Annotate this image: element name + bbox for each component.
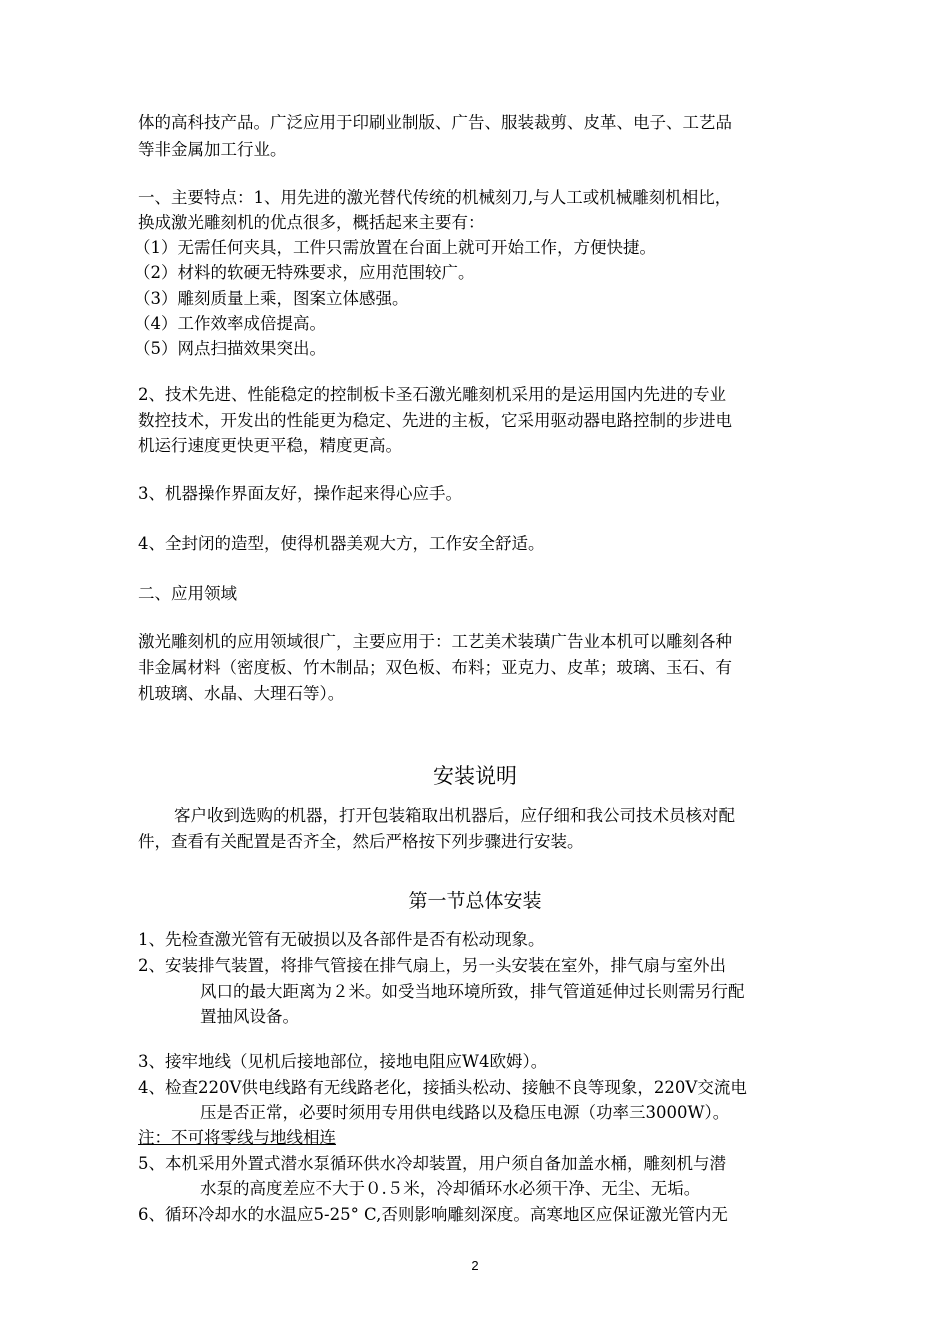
step-1: 1、先检查激光管有无破损以及各部件是否有松动现象。	[138, 930, 545, 949]
point4: 4、全封闭的造型，使得机器美观大方，工作安全舒适。	[138, 534, 545, 553]
applications-line-3: 机玻璃、水晶、大理石等）。	[138, 684, 345, 703]
step-4-line-1: 4、检查220V供电线路有无线路老化，接插头松动、接触不良等现象，220V交流电	[138, 1078, 747, 1097]
feature-item-3: （3）雕刻质量上乘，图案立体感强。	[134, 289, 409, 308]
features-heading-line-1: 一、主要特点：1、用先进的激光替代传统的机械刻刀,与人工或机械雕刻机相比，	[138, 188, 732, 207]
page-number: 2	[471, 1258, 479, 1273]
step-5-line-1: 5、本机采用外置式潜水泵循环供水冷却装置，用户须自备加盖水桶，雕刻机与潜	[138, 1154, 726, 1173]
point2-line-3: 机运行速度更快更平稳，精度更高。	[138, 436, 402, 455]
feature-item-1: （1）无需任何夹具，工件只需放置在台面上就可开始工作，方便快捷。	[134, 238, 656, 257]
step-4-line-2: 压是否正常，必要时须用专用供电线路以及稳压电源（功率三3000W）。	[200, 1103, 730, 1122]
point2-line-2: 数控技术，开发出的性能更为稳定、先进的主板，它采用驱动器电路控制的步进电	[138, 411, 732, 430]
intro-line-2: 等非金属加工行业。	[138, 140, 287, 159]
step-2-line-1: 2、安装排气装置，将排气管接在排气扇上，另一头安装在室外，排气扇与室外出	[138, 956, 726, 975]
applications-heading: 二、应用领域	[138, 584, 237, 603]
point3: 3、机器操作界面友好，操作起来得心应手。	[138, 484, 462, 503]
installation-title: 安装说明	[433, 764, 517, 788]
applications-line-1: 激光雕刻机的应用领域很广，主要应用于：工艺美术装璜广告业本机可以雕刻各种	[138, 632, 732, 651]
feature-item-4: （4）工作效率成倍提高。	[134, 314, 326, 333]
installation-intro-line-1: 客户收到选购的机器，打开包装箱取出机器后，应仔细和我公司技术员核对配	[174, 806, 735, 825]
feature-item-5: （5）网点扫描效果突出。	[134, 339, 326, 358]
step-6: 6、循环冷却水的水温应5-25° C,否则影响雕刻深度。高寒地区应保证激光管内无	[138, 1205, 728, 1224]
ground-wire-note: 注：不可将零线与地线相连	[138, 1128, 336, 1147]
installation-intro-line-2: 件，查看有关配置是否齐全，然后严格按下列步骤进行安装。	[138, 832, 584, 851]
step-2-line-2: 风口的最大距离为２米。如受当地环境所致，排气管道延伸过长则需另行配	[200, 982, 745, 1001]
step-2-line-3: 置抽风设备。	[200, 1007, 299, 1026]
applications-line-2: 非金属材料（密度板、竹木制品；双色板、布料；亚克力、皮革；玻璃、玉石、有	[138, 658, 732, 677]
features-heading-line-2: 换成激光雕刻机的优点很多，概括起来主要有：	[138, 213, 485, 232]
point2-line-1: 2、技术先进、性能稳定的控制板卡圣石激光雕刻机采用的是运用国内先进的专业	[138, 385, 726, 404]
section-title: 第一节总体安装	[408, 890, 542, 912]
intro-line-1: 体的高科技产品。广泛应用于印刷业制版、广告、服装裁剪、皮革、电子、工艺品	[138, 113, 732, 132]
feature-item-2: （2）材料的软硬无特殊要求，应用范围较广。	[134, 263, 475, 282]
step-5-line-2: 水泵的高度差应不大于０.５米，冷却循环水必须干净、无尘、无垢。	[200, 1179, 701, 1198]
step-3: 3、接牢地线（见机后接地部位，接地电阻应W4欧姆）。	[138, 1052, 548, 1071]
